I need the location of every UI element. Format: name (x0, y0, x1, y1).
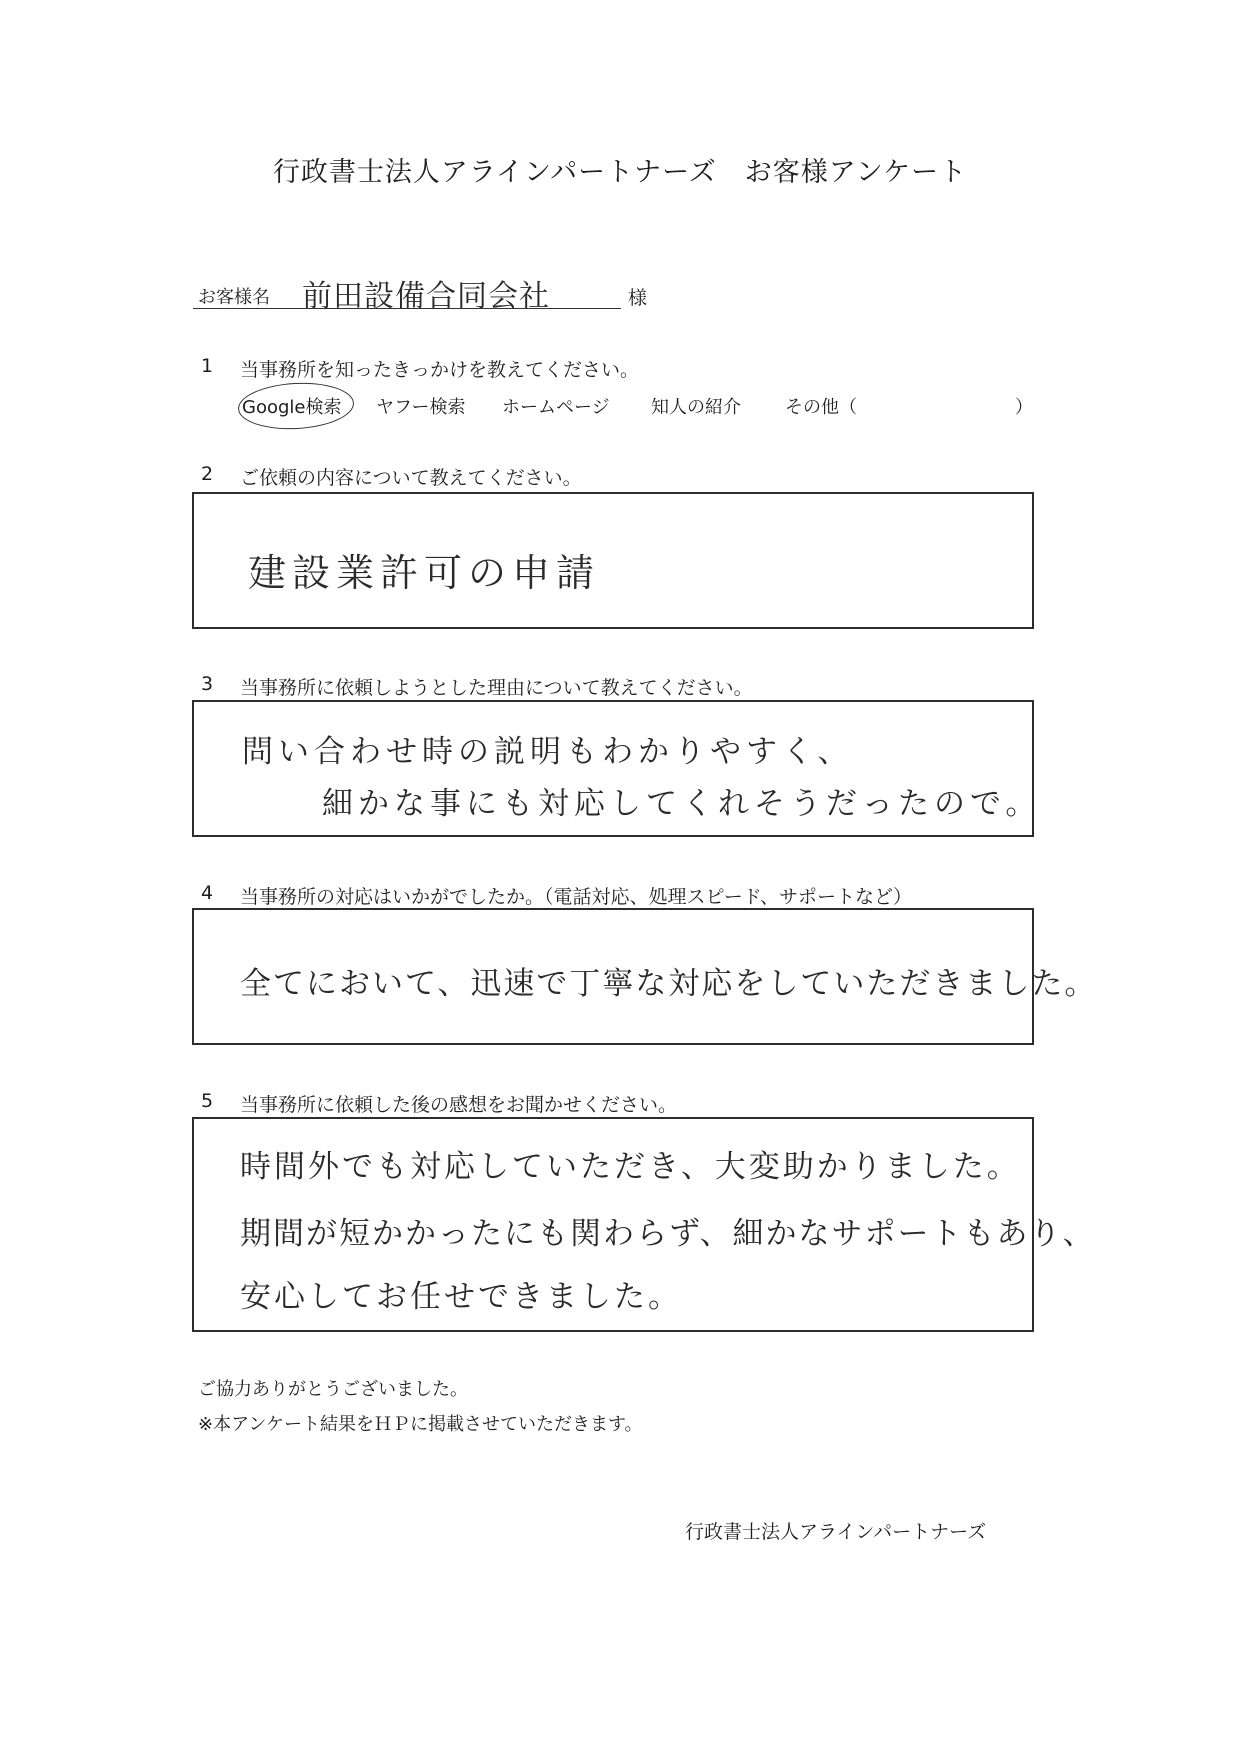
q3-answer-line-1: 問い合わせ時の説明もわかりやすく、 (242, 734, 854, 770)
q1-option-other: その他（ (785, 397, 857, 418)
survey-title: 行政書士法人アラインパートナーズ お客様アンケート (272, 157, 968, 188)
q1-option-homepage: ホームページ (502, 397, 610, 418)
q5-answer-line-1: 時間外でも対応していただき、大変助かりました。 (240, 1149, 1021, 1185)
customer-name-underline (193, 308, 621, 309)
q2-answer-line: 建設業許可の申請 (248, 551, 601, 595)
q2-answer-box (192, 492, 1034, 629)
footer-signature: 行政書士法人アラインパートナーズ (685, 1521, 987, 1543)
q4-answer-box (192, 908, 1098, 1045)
q3-text: 当事務所に依頼しようとした理由について教えてください。 (240, 677, 753, 699)
customer-name-label: お客様名 (198, 287, 270, 308)
q1-text: 当事務所を知ったきっかけを教えてください。 (240, 359, 640, 381)
q2-number: 2 (201, 463, 214, 485)
q5-answer-line-3: 安心してお任せできました。 (240, 1279, 682, 1315)
customer-name-handwritten: 前田設備合同会社 (302, 279, 550, 314)
q1-option-referral: 知人の紹介 (651, 397, 741, 418)
q1-number: 1 (201, 355, 214, 377)
q5-answer-line-2: 期間が短かかったにも関わらず、細かなサポートもあり、 (240, 1216, 1096, 1252)
q1-option-yahoo: ヤフー検索 (376, 397, 466, 418)
q3-answer-line-2: 細かな事にも対応してくれそうだったので。 (322, 786, 1042, 822)
q5-text: 当事務所に依頼した後の感想をお聞かせください。 (240, 1094, 678, 1116)
q1-selection-circle (237, 380, 355, 432)
customer-honorific: 様 (628, 287, 648, 309)
q5-number: 5 (201, 1090, 214, 1112)
publication-note: ※本アンケート結果をＨＰに掲載させていただきます。 (198, 1414, 643, 1435)
q1-option-other-close: ） (1015, 397, 1033, 418)
q3-answer-box (192, 700, 1042, 837)
q4-answer-line: 全てにおいて、迅速で丁寧な対応をしていただきました。 (240, 966, 1098, 1002)
q4-text: 当事務所の対応はいかがでしたか。（電話対応、処理スピード、サポートなど） (240, 886, 913, 908)
thanks-text: ご協力ありがとうございました。 (198, 1379, 468, 1400)
q4-number: 4 (201, 882, 214, 904)
q1-option-google: Google検索 (242, 397, 342, 418)
q5-answer-box (192, 1117, 1096, 1332)
q2-text: ご依頼の内容について教えてください。 (240, 467, 582, 489)
q3-number: 3 (201, 673, 214, 695)
